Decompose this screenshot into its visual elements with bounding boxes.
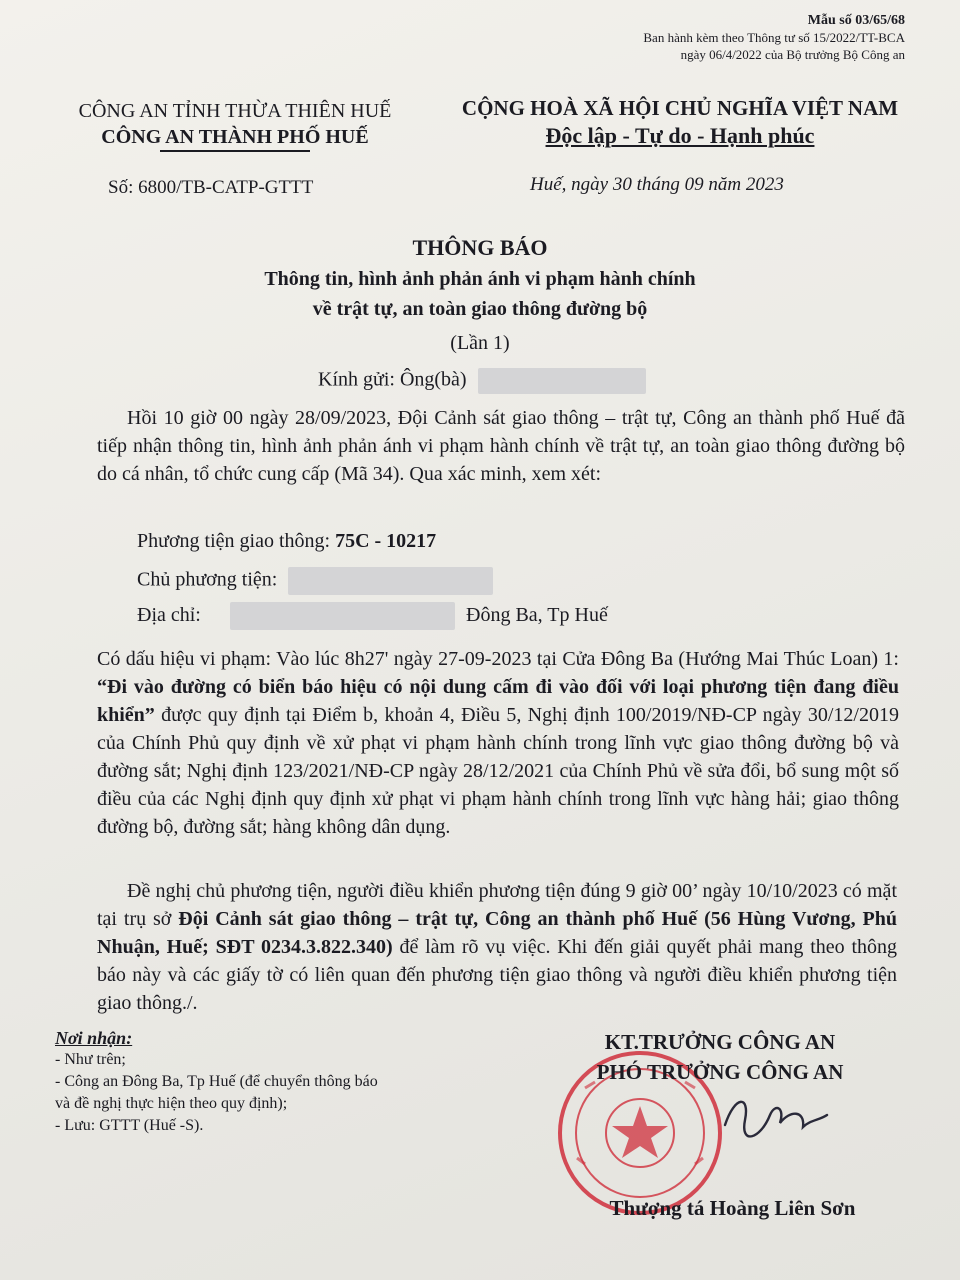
form-issued-line-1: Ban hành kèm theo Thông tư số 15/2022/TT-BCA (643, 30, 905, 45)
recipient-3: - Lưu: GTTT (Huế -S). (55, 1117, 204, 1134)
form-reference (575, 12, 905, 63)
recipient-1: - Như trên; (55, 1051, 126, 1068)
redacted-name (478, 368, 646, 394)
place-date: Huế, ngày 30 tháng 09 năm 2023 (530, 174, 784, 195)
violation-legal-basis: được quy định tại Điểm b, khoản 4, Điều 5, Nghị định 100/2019/NĐ-CP ngày 30/12/2019 của Chính Phủ quy định về xử phạt vi phạm hành chính trong lĩnh vực giao thông đường bộ và đường sắt; Nghị định 123/2021/NĐ-CP ngày 28/12/2021 của Chính Phủ về sửa đổi, bổ sung một số điều của các Nghị định quy định xử phạt vi phạm hành chính trong lĩnh vực hàng hải; giao thông đường bộ, đường sắt; hàng không dân dụng. (97, 704, 899, 838)
redacted-owner (288, 567, 493, 595)
recipient-2: - Công an Đông Ba, Tp Huế (để chuyển thông báo (55, 1073, 378, 1090)
recipient-2-cont: và đề nghị thực hiện theo quy định); (55, 1095, 288, 1112)
document-title: THÔNG BÁO (412, 235, 548, 260)
vehicle-row (137, 530, 436, 553)
request-intro: Đề nghị chủ phương tiện, người điều khiển phương tiện đúng 9 giờ 00’ ngày 10/10/2023 có mặt tại trụ sở (97, 880, 897, 930)
recipients-label: Nơi nhận: (55, 1028, 133, 1048)
issuing-agency (0, 98, 470, 152)
agency-name: CÔNG AN THÀNH PHỐ HUẾ (101, 126, 369, 148)
intro-paragraph (97, 404, 905, 488)
form-issued-line-2: ngày 06/4/2022 của Bộ trưởng Bộ Công an (680, 47, 905, 62)
form-number: Mẫu số 03/65/68 (807, 13, 905, 28)
agency-underline (160, 150, 310, 152)
signature-title-2: PHÓ TRƯỞNG CÔNG AN (596, 1060, 844, 1084)
document-number: Số: 6800/TB-CATP-GTTT (108, 177, 314, 198)
signature-title-1: KT.TRƯỞNG CÔNG AN (604, 1030, 836, 1054)
address-row (137, 604, 201, 627)
violation-intro: Có dấu hiệu vi phạm: Vào lúc 8h27' ngày 27-09-2023 tại Cửa Đông Ba (Hướng Mai Thúc Loan) 1: (97, 648, 899, 670)
greeting (318, 368, 646, 394)
vehicle-label: Phương tiện giao thông: (137, 530, 331, 552)
notice-round: (Lần 1) (450, 332, 510, 354)
greeting-label: Kính gửi: Ông(bà) (318, 368, 467, 391)
national-header (420, 94, 940, 150)
owner-row (137, 567, 493, 595)
motto: Độc lập - Tự do - Hạnh phúc (545, 123, 815, 148)
vehicle-plate: 75C - 10217 (335, 530, 437, 552)
request-paragraph (97, 877, 897, 1017)
handwritten-signature-icon (715, 1085, 835, 1145)
request-location: Đội Cảnh sát giao thông – trật tự, Công an thành phố Huế (56 Hùng Vương, Phú Nhuận, Huế; SĐT 0234.3.822.340) (97, 908, 897, 958)
country-name: CỘNG HOÀ XÃ HỘI CHỦ NGHĨA VIỆT NAM (461, 96, 899, 120)
address-label: Địa chỉ: (137, 604, 201, 626)
redacted-address (230, 602, 455, 630)
violation-paragraph (97, 645, 899, 841)
document-subtitle-1: Thông tin, hình ảnh phản ánh vi phạm hành chính (264, 268, 696, 290)
signature-block (540, 1027, 900, 1087)
owner-label: Chủ phương tiện: (137, 568, 278, 591)
recipients-block (55, 1027, 378, 1137)
request-instructions: để làm rõ vụ việc. Khi đến giải quyết phải mang theo thông báo này và các giấy tờ có liên quan đến phương tiện giao thông và người điều khiển phương tiện giao thông./. (97, 936, 898, 1014)
signer-name: Thượng tá Hoàng Liên Sơn (609, 1196, 856, 1220)
title-block (0, 232, 960, 358)
intro-text: Hồi 10 giờ 00 ngày 28/09/2023, Đội Cảnh sát giao thông – trật tự, Công an thành phố Huế đã tiếp nhận thông tin, hình ảnh phản ánh vi phạm hành chính về trật tự, an toàn giao thông đường bộ do cá nhân, tổ chức cung cấp (Mã 34). Qua xác minh, xem xét: (97, 407, 905, 485)
address-value: Đông Ba, Tp Huế (466, 604, 608, 626)
document-subtitle-2: về trật tự, an toàn giao thông đường bộ (312, 298, 648, 320)
violation-description: “Đi vào đường có biển báo hiệu có nội dung cấm đi vào đối với loại phương tiện đang điều khiển” (97, 676, 899, 726)
agency-parent: CÔNG AN TỈNH THỪA THIÊN HUẾ (78, 100, 392, 122)
